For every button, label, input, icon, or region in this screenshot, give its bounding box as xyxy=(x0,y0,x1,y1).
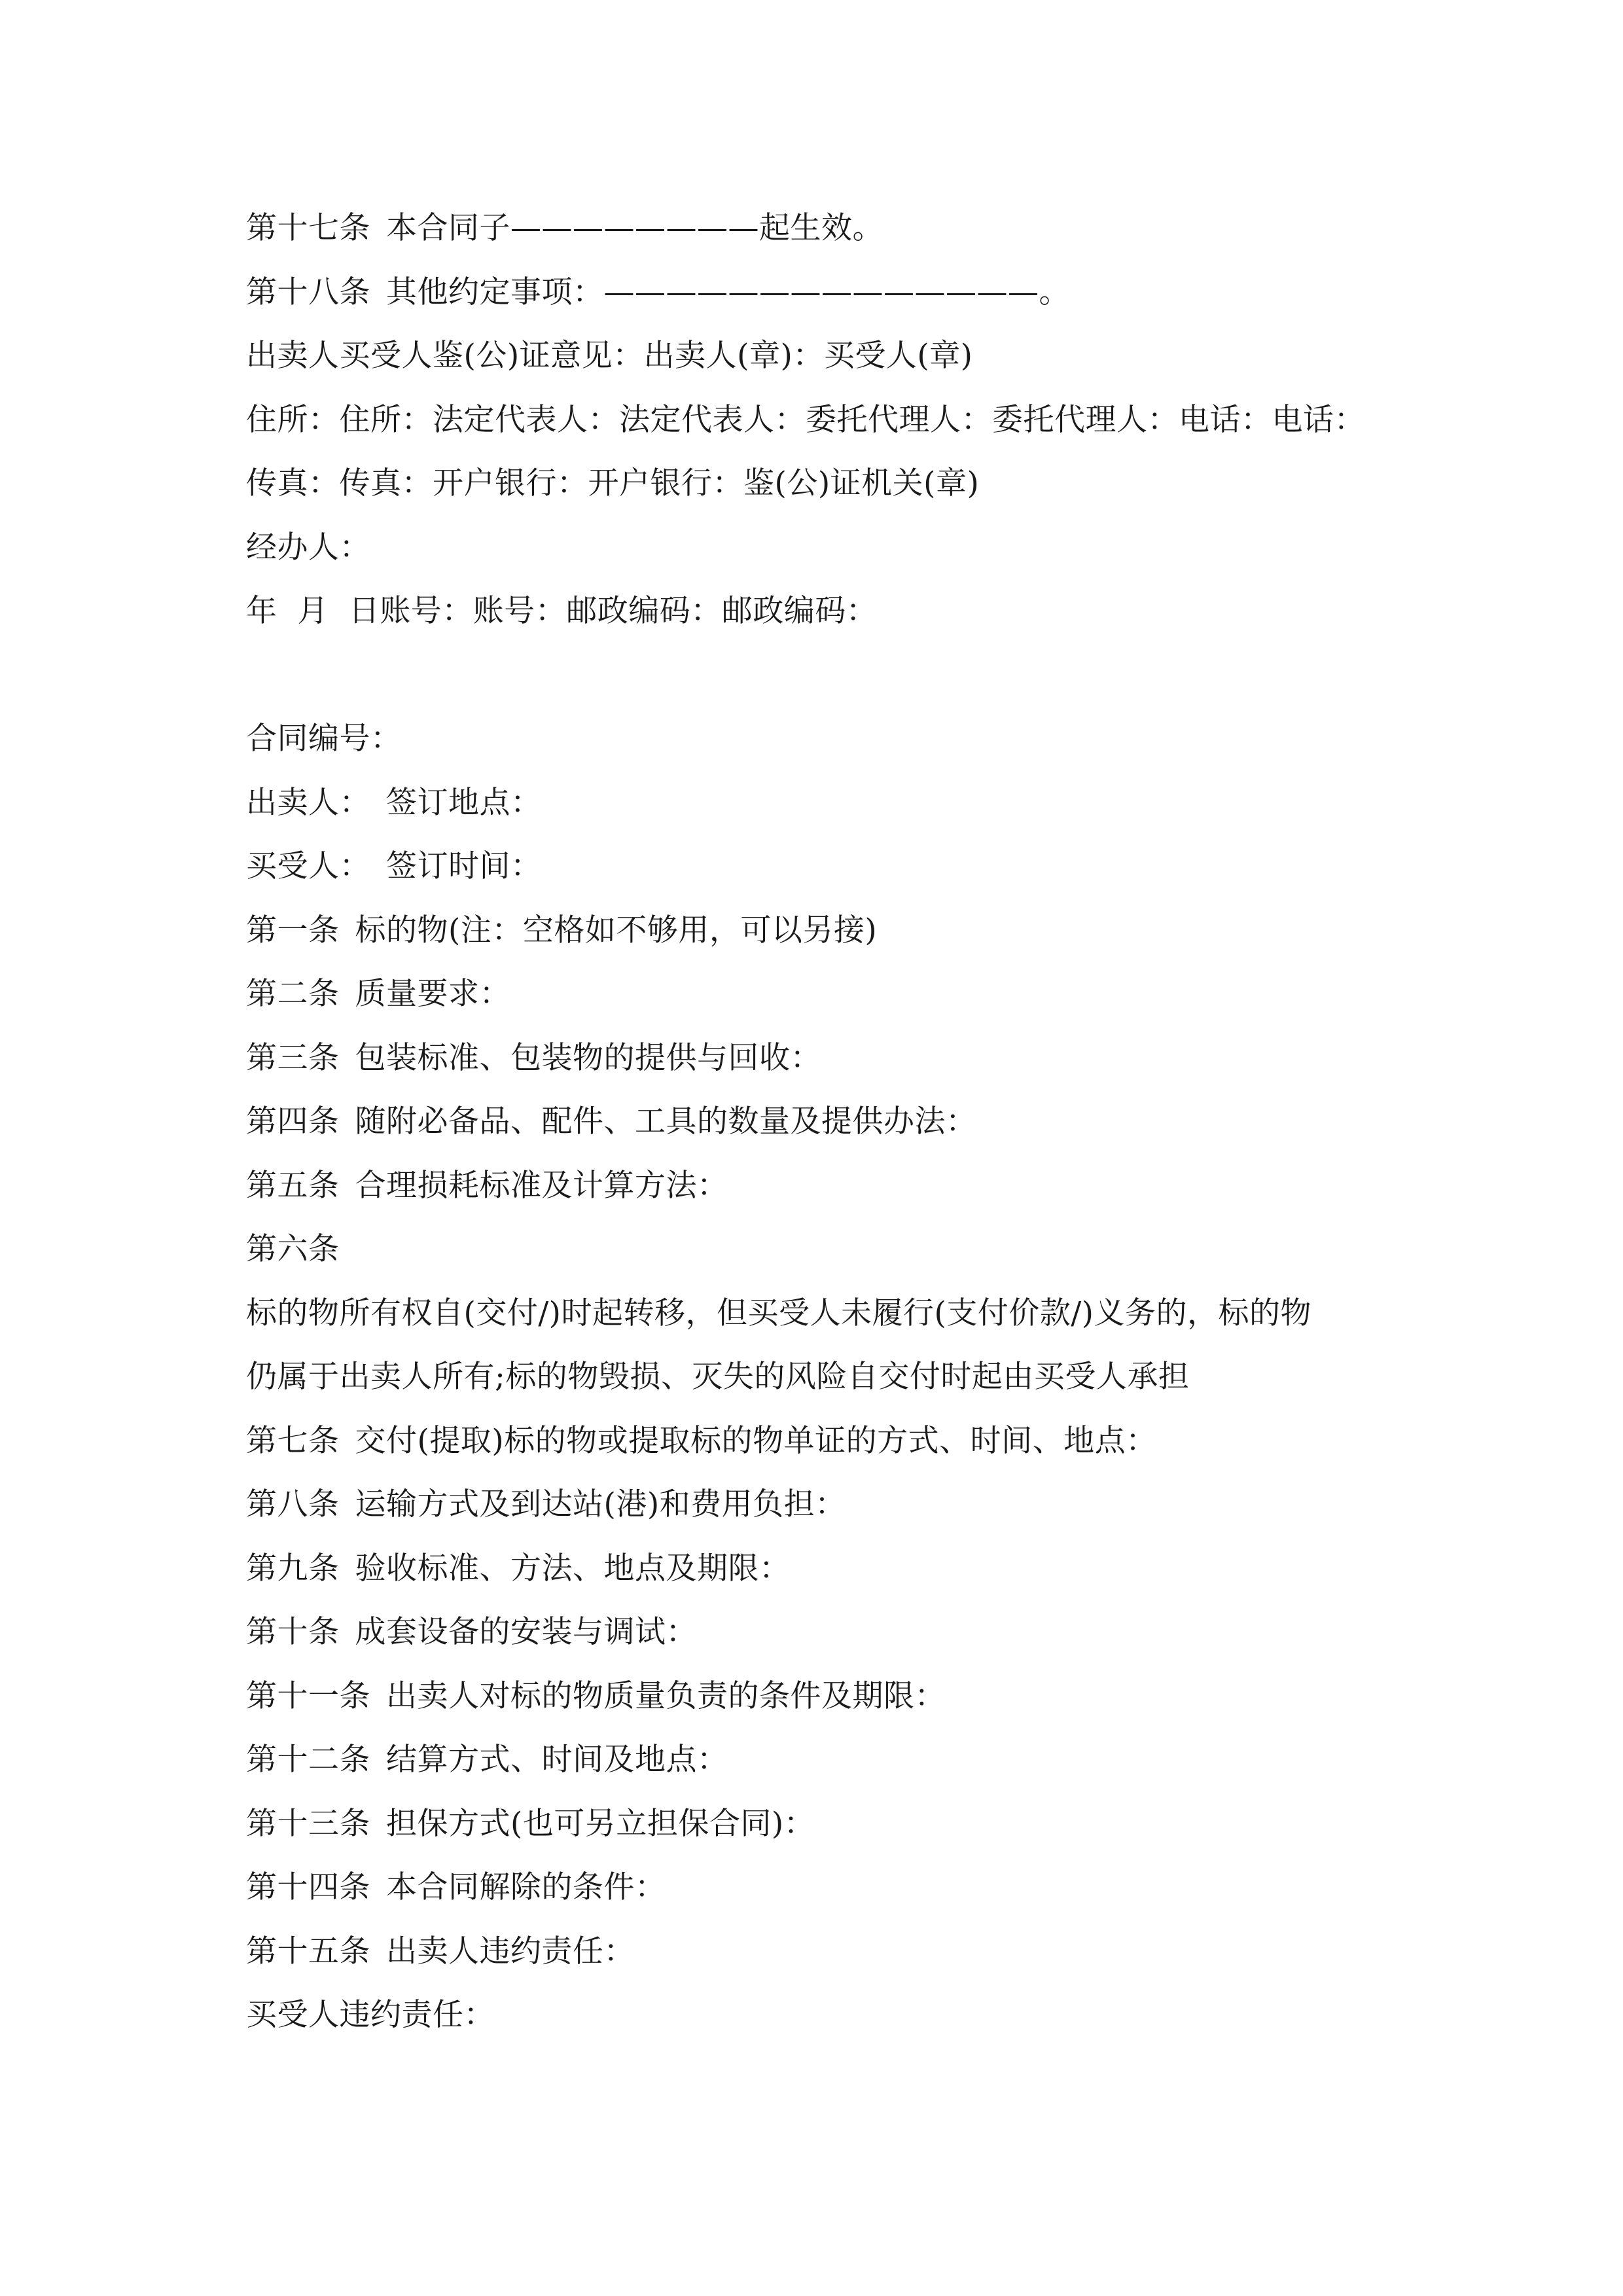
article-text: 交付(提取)标的物或提取标的物单证的方式、时间、地点： xyxy=(355,1422,1157,1459)
article-label: 第十二条 xyxy=(246,1742,370,1778)
article-text: 本合同子————————起生效。 xyxy=(386,210,883,246)
article-text: 担保方式(也可另立担保合同)： xyxy=(386,1805,815,1842)
signature-header-line: 出卖人买受人鉴(公)证意见：出卖人(章)：买受人(章) xyxy=(246,338,973,374)
article-text: 出卖人违约责任： xyxy=(386,1933,635,1969)
article-label: 第九条 xyxy=(246,1550,340,1587)
article-2-line xyxy=(246,962,1398,1026)
buyer-label: 买受人： xyxy=(246,848,370,884)
article-6-text-line-2: 仍属于出卖人所有;标的物毁损、灭失的风险自交付时起由买受人承担 xyxy=(246,1359,1190,1395)
handler-line: 经办人： xyxy=(246,529,370,565)
article-label: 第三条 xyxy=(246,1039,340,1076)
article-17-line xyxy=(246,196,1398,260)
buyer-line xyxy=(246,834,1398,899)
article-label: 第七条 xyxy=(246,1422,340,1459)
article-6-text-line-1: 标的物所有权自(交付/)时起转移，但买受人未履行(支付价款/)义务的，标的物 xyxy=(246,1295,1312,1331)
article-text: 结算方式、时间及地点： xyxy=(386,1742,728,1778)
article-13-line xyxy=(246,1792,1398,1856)
article-text: 本合同解除的条件： xyxy=(386,1869,666,1905)
article-text: 合理损耗标准及计算方法： xyxy=(355,1167,728,1204)
article-label: 第十一条 xyxy=(246,1677,370,1714)
seller-label: 出卖人： xyxy=(246,784,370,821)
article-text: 标的物(注：空格如不够用，可以另接) xyxy=(355,912,878,948)
article-15-line xyxy=(246,1920,1398,1984)
article-14-line xyxy=(246,1856,1398,1920)
article-label: 第十七条 xyxy=(246,210,370,246)
date-account-line: 年 月 日账号：账号：邮政编码：邮政编码： xyxy=(246,593,878,629)
article-label: 第十八条 xyxy=(246,274,370,310)
article-11-line xyxy=(246,1664,1398,1729)
article-9-line xyxy=(246,1537,1398,1601)
signing-time-label: 签订时间： xyxy=(386,848,542,884)
article-5-line xyxy=(246,1154,1398,1218)
seller-line xyxy=(246,771,1398,835)
article-label: 第十五条 xyxy=(246,1933,370,1969)
article-label: 第二条 xyxy=(246,976,340,1012)
address-fields-line: 住所：住所：法定代表人：法定代表人：委托代理人：委托代理人：电话：电话： xyxy=(246,401,1365,438)
article-text: 出卖人对标的物质量负责的条件及期限： xyxy=(386,1677,946,1714)
article-1-line xyxy=(246,899,1398,963)
fax-bank-fields-line: 传真：传真：开户银行：开户银行：鉴(公)证机关(章) xyxy=(246,465,980,501)
article-text: 其他约定事项：——————————————。 xyxy=(386,274,1070,310)
article-8-line xyxy=(246,1473,1398,1537)
article-label: 第五条 xyxy=(246,1167,340,1204)
article-label: 第十条 xyxy=(246,1614,340,1650)
article-label: 第十四条 xyxy=(246,1869,370,1905)
article-6-label: 第六条 xyxy=(246,1231,340,1267)
article-3-line xyxy=(246,1026,1398,1090)
article-text: 随附必备品、配件、工具的数量及提供办法： xyxy=(355,1103,977,1139)
article-label: 第一条 xyxy=(246,912,340,948)
article-7-line xyxy=(246,1409,1398,1473)
article-18-line xyxy=(246,260,1398,325)
article-4-line xyxy=(246,1090,1398,1154)
contract-main-section xyxy=(246,707,1398,2047)
article-text: 成套设备的安装与调试： xyxy=(355,1614,697,1650)
article-10-line xyxy=(246,1600,1398,1664)
signing-place-label: 签订地点： xyxy=(386,784,542,821)
article-text: 质量要求： xyxy=(355,976,510,1012)
article-12-line xyxy=(246,1728,1398,1792)
article-text: 运输方式及到达站(港)和费用负担： xyxy=(355,1486,846,1522)
contract-number-line: 合同编号： xyxy=(246,721,402,757)
contract-tail-section xyxy=(246,196,1398,643)
article-label: 第十三条 xyxy=(246,1805,370,1842)
buyer-liability-line: 买受人违约责任： xyxy=(246,1997,495,2033)
article-label: 第四条 xyxy=(246,1103,340,1139)
article-label: 第八条 xyxy=(246,1486,340,1522)
article-text: 包装标准、包装物的提供与回收： xyxy=(355,1039,821,1076)
article-text: 验收标准、方法、地点及期限： xyxy=(355,1550,791,1587)
